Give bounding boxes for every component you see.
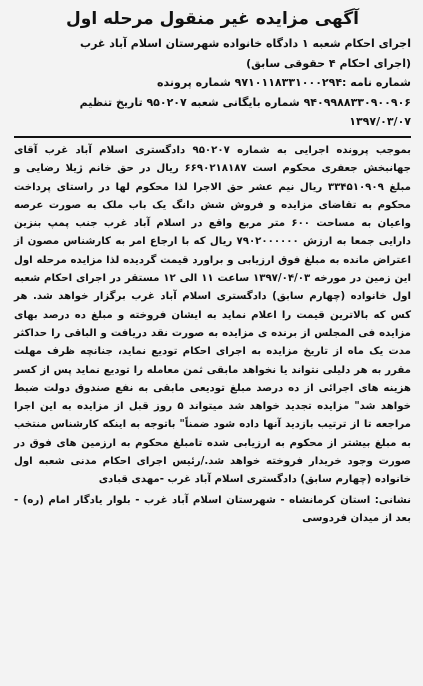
auction-notice [10, 6, 415, 680]
notice-address: نشانی: استان کرمانشاه - شهرستان اسلام آباد غرب - بلوار یادگار امام (ره) - بعد از میدان فردوسی [14, 494, 411, 524]
notice-body: بموجب پرونده اجرایی به شماره ۹۵۰۲۰۷ دادگستری اسلام آباد غرب آقای جهانبخش جعفری محکوم است ۶۶۹۰۲۱۸۱۸۷ ریال در حق خانم ژیلا رضایی و مبلغ ۳۳۴۵۱۰۹۰۹ ریال نیم عشر حق الاجرا لذا محکوم لها در راستای پرداخت محکوم به تقاضای مزایده و فروش شش دانگ یک باب ملک به صورت عرصه واعیان به مساحت ۶۰۰ متر مربع واقع در اسلام آباد غرب جنب پمپ بنزین دارایی جمعا به ارزش ۷۹۰۲۰۰۰۰۰۰ ریال که با ارجاع امر به کارشناس مصون از اعتراض مانده به مبلغ فوق ارزیابی و براورد قیمت گردیده لذا مزایده مرحله اول این زمین در مورخه ۱۳۹۷/۰۴/۰۳ ساعت ۱۱ الی ۱۲ مستقر در اجرای احکام شعبه اول خانواده (چهارم سابق) دادگستری اسلام آباد غرب برگزار خواهد شد. هر کس که بالاترین قیمت را اعلام نماید به ایشان فروخته و مبلغ ده درصد بهای مزایده فی المجلس از برنده ی مزایده به صورت نقد دریافت و الباقی را حداکثر مدت یک ماه از تاریخ مزایده به اجرای احکام تودیع نماید، جنانچه ظرف مهلت مقرر به هر دلیلی نتواند یا نخواهد مابقی ثمن معامله را تودیع نماید پس از کسر هزینه های اجرائی از ده درصد مبلغ تودیعی مابقی به نفع صندوق دولت ضبط خواهد شد" مزایده تجدید خواهد شد میتواند ۵ روز قبل از مزایده به این اجرا مراجعه تا از ترتیب بازدید آنها داده شود ضمناً" باتوجه به اینکه کارشناس منتخب به مبلغ بیشتر از محکوم به ارزیابی شده تامبلغ محکوم به ارزمین های فوق در صورت وجود خریدار فروخته خواهد شد./رئیس اجرای احکام مدنی شعبه اول خانواده (چهارم سابق) دادگستری اسلام آباد غرب -مهدی قبادی [14, 144, 412, 486]
notice-header [14, 34, 411, 132]
header-date-line: ۱۳۹۷/۰۳/۰۷ [349, 115, 411, 129]
header-court-line: اجرای احکام شعبه ۱ دادگاه خانواده شهرستان اسلام آباد غرب [80, 37, 411, 50]
header-letter-number-line: شماره نامه :۹۷۱۰۱۱۸۳۳۱۰۰۰۲۹۴ شماره پرونده [157, 76, 411, 90]
header-case-number-line: ۹۴۰۹۹۸۸۳۳۰۹۰۰۹۰۶ شماره بایگانی شعبه ۹۵۰۲۰۷ تاریخ تنظیم [79, 95, 411, 109]
header-divider [14, 136, 411, 138]
header-former-court-line: (اجرای احکام ۴ حقوقی سابق) [246, 56, 411, 70]
notice-title: آگهی مزایده غیر منقول مرحله اول [66, 9, 359, 29]
